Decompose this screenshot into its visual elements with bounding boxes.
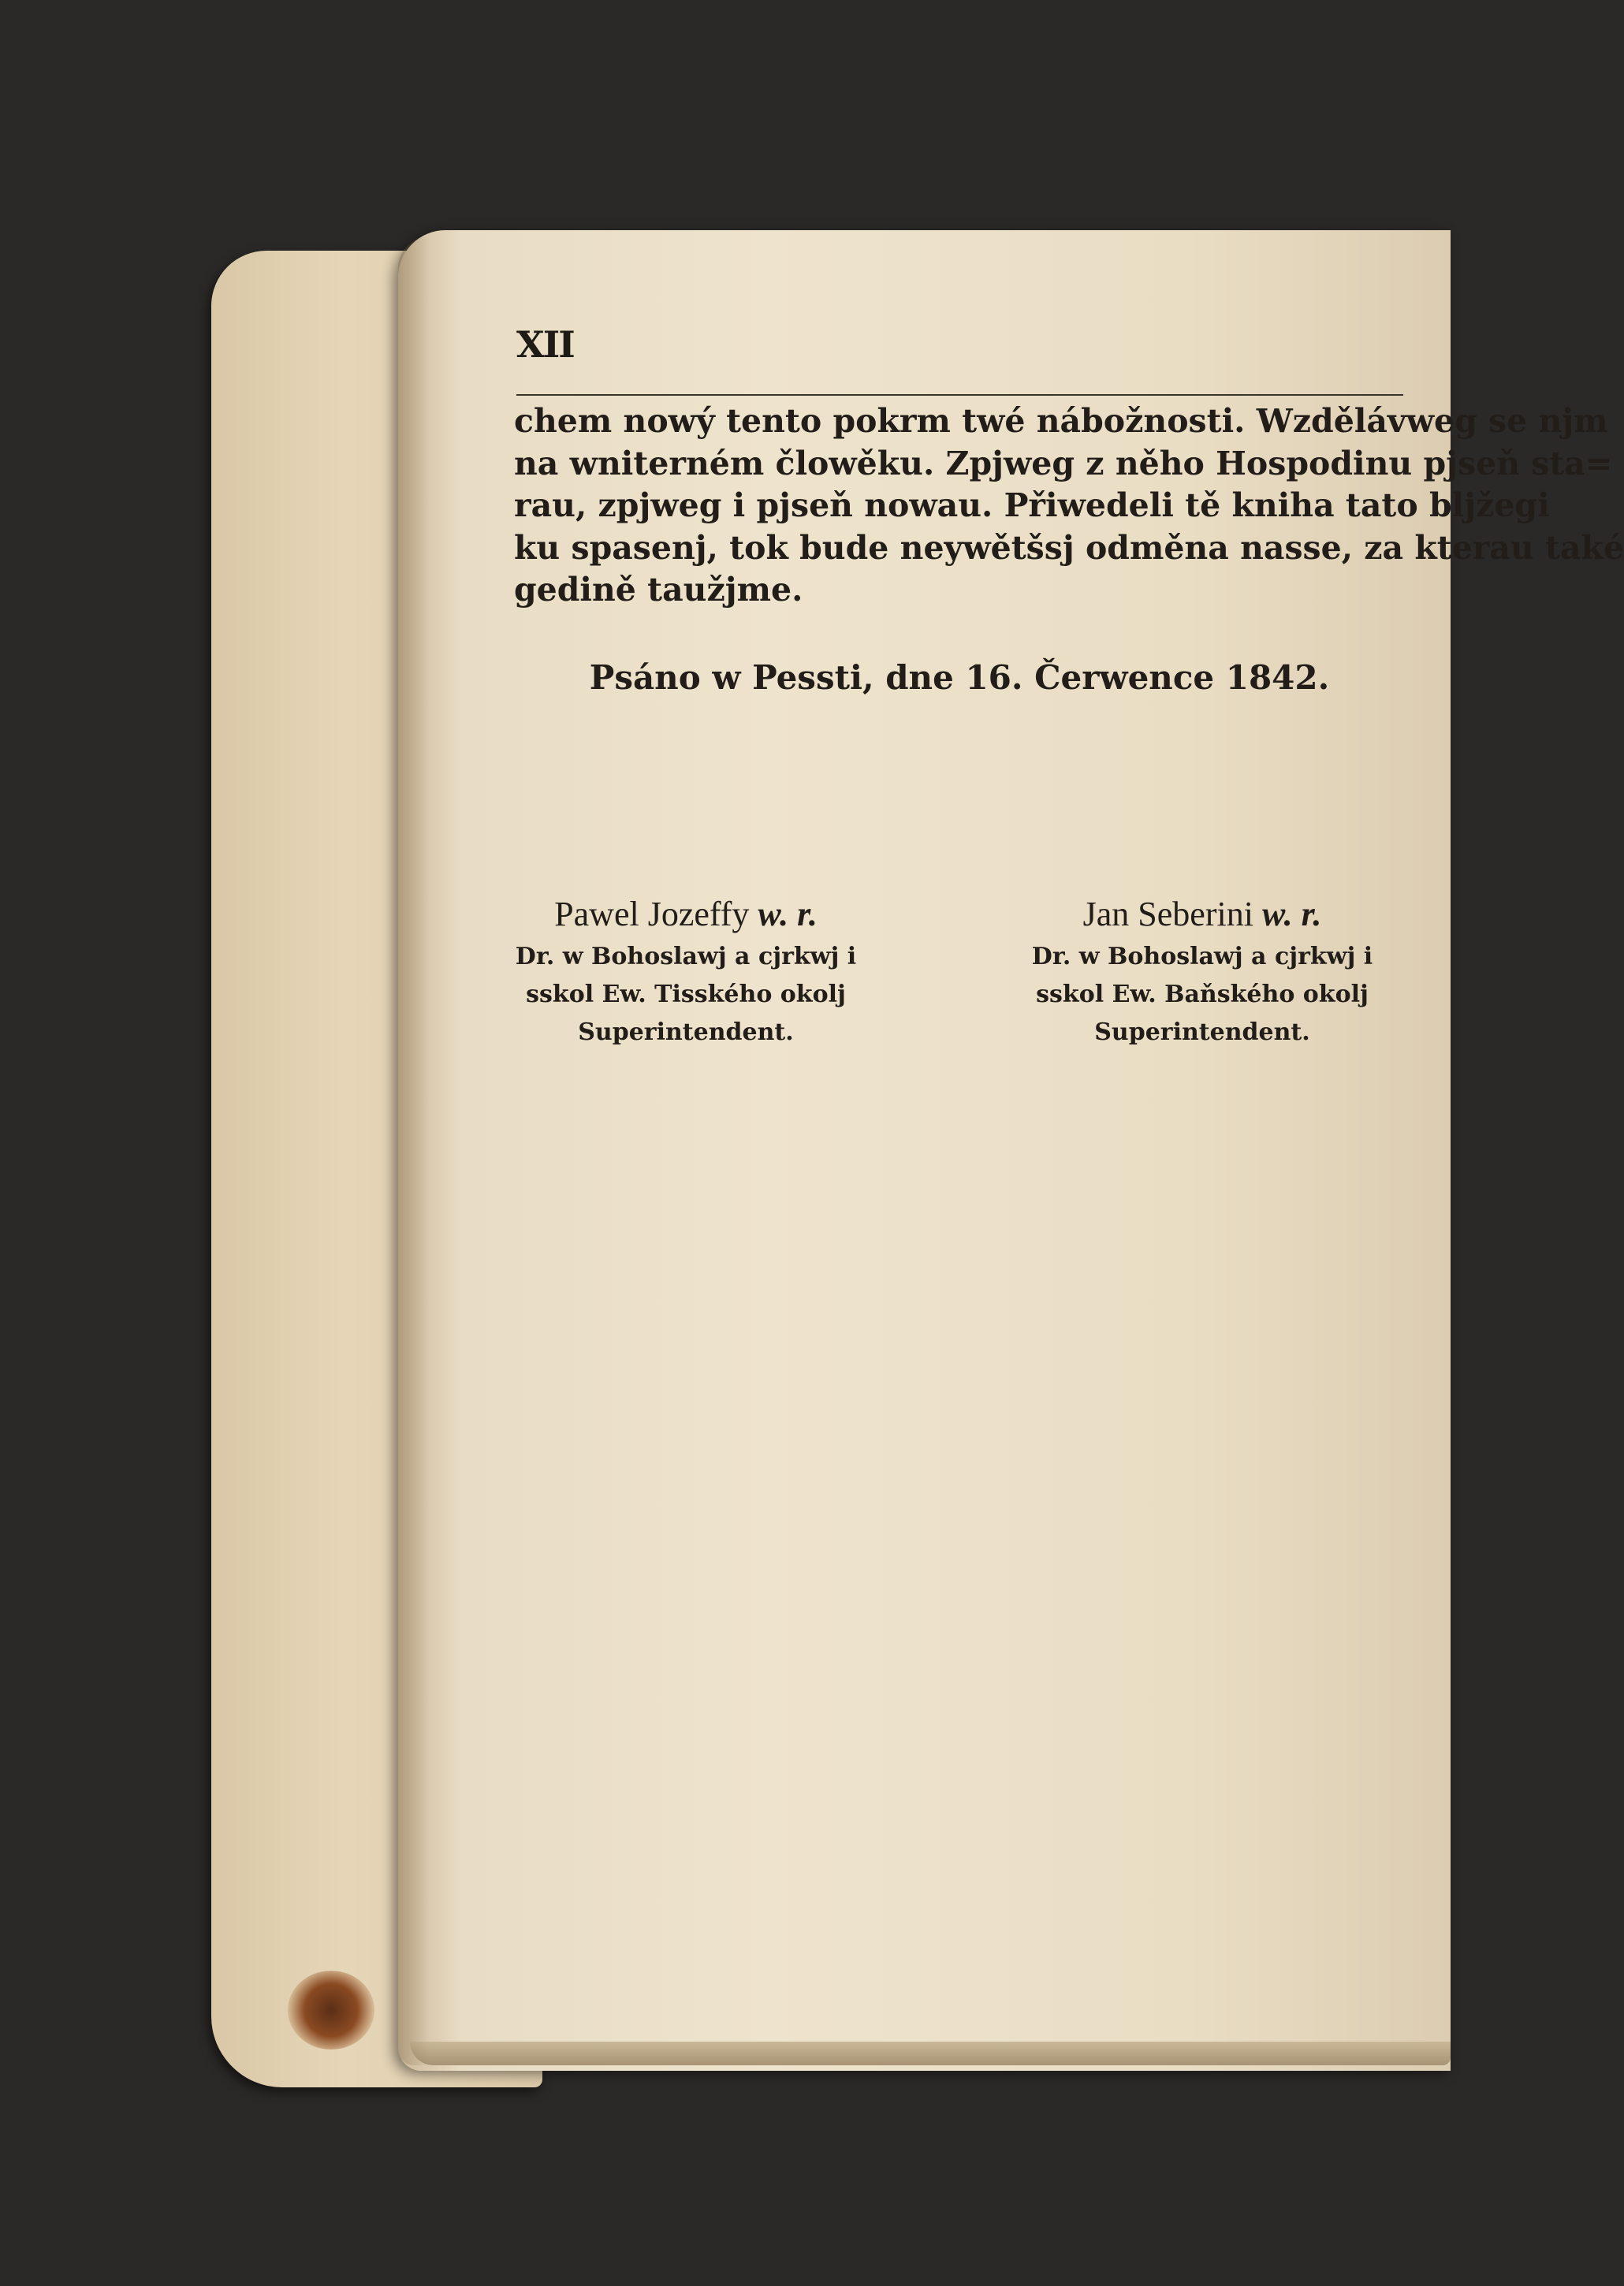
paper-stain bbox=[288, 1971, 374, 2050]
spine-shadow bbox=[398, 236, 430, 2065]
signatory-suffix: w. r. bbox=[758, 895, 818, 933]
signatory-title-line: Superintendent. bbox=[1094, 1018, 1310, 1046]
body-line: na wniterném člowěku. Zpjweg z něho Hospodinu pjseň sta= bbox=[514, 444, 1613, 482]
signatory-title-line: Dr. w Bohoslawj a cjrkwj i bbox=[1031, 943, 1373, 970]
signature-block-right bbox=[997, 891, 1407, 1052]
body-line: chem nowý tento pokrm twé nábožnosti. Wzdělávweg se njm bbox=[514, 402, 1608, 440]
signatory-name bbox=[481, 891, 891, 938]
body-line: ku spasenj, tok bude neywětšsj odměna nasse, za kterau také bbox=[514, 528, 1624, 567]
page-number: XII bbox=[516, 323, 574, 366]
signatory-title-line: Dr. w Bohoslawj a cjrkwj i bbox=[515, 943, 857, 970]
signatory-title-line: Superintendent. bbox=[578, 1018, 794, 1046]
body-line: rau, zpjweg i pjseň nowau. Přiwedeli tě kniha tato bljžegi bbox=[514, 486, 1550, 524]
signature-block-left bbox=[481, 891, 891, 1052]
signatory-name-text: Pawel Jozeffy bbox=[554, 895, 750, 933]
signatory-name bbox=[997, 891, 1407, 938]
page-header bbox=[516, 323, 1403, 396]
date-line: Psáno w Pessti, dne 16. Čerwence 1842. bbox=[589, 658, 1330, 697]
signatory-title-line: sskol Ew. Baňského okolj bbox=[1036, 981, 1369, 1008]
signatory-title-line: sskol Ew. Tisského okolj bbox=[526, 981, 846, 1008]
body-text bbox=[514, 400, 1624, 612]
body-line: gedině taužjme. bbox=[514, 571, 803, 609]
signatory-name-text: Jan Seberini bbox=[1082, 895, 1253, 933]
page-edge bbox=[410, 2042, 1451, 2065]
signatory-suffix: w. r. bbox=[1261, 895, 1322, 933]
